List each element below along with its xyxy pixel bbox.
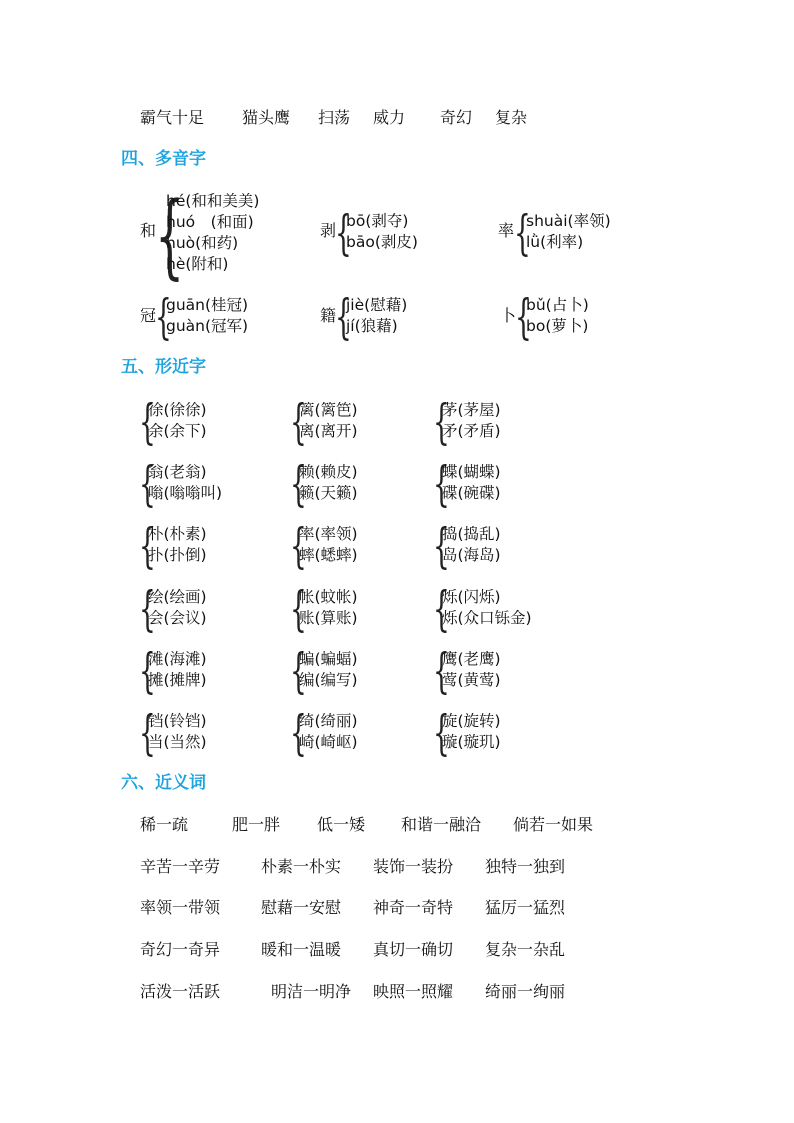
synonym-pair: 率领一带领 (140, 898, 221, 917)
word-item: 扫荡 (318, 108, 351, 127)
similar-char: 编(编写) (299, 671, 358, 689)
synonym-pair: 和谐一融洽 (401, 815, 482, 834)
similar-char: 离(离开) (299, 422, 358, 440)
synonym-pair: 活泼一活跃 (140, 982, 221, 1001)
similar-char: 绮(绮丽) (299, 712, 358, 730)
reading-list (526, 211, 611, 253)
similar-char: 矛(矛盾) (442, 422, 501, 440)
synonym-pair: 复杂一杂乱 (485, 940, 566, 959)
polyphone-char: 籍 (320, 306, 337, 325)
synonym-pair: 猛厉一猛烈 (485, 898, 566, 917)
similar-char: 朴(朴素) (148, 525, 207, 543)
similar-char: 岛(海岛) (442, 546, 501, 564)
similar-char: 余(余下) (148, 422, 207, 440)
synonym-pair: 真切一确切 (373, 940, 454, 959)
similar-char: 当(当然) (148, 733, 207, 751)
similar-char: 烁(闪烁) (442, 588, 501, 606)
similar-char: 捣(捣乱) (442, 525, 501, 543)
reading: jiè(慰藉) (346, 296, 408, 314)
section-heading-polyphonic: 四、多音字 (121, 149, 206, 169)
char-list (442, 400, 501, 442)
reading: guàn(冠军) (166, 317, 249, 335)
word-item: 复杂 (495, 108, 528, 127)
brace: { (290, 456, 307, 512)
similar-char: 摊(摊牌) (148, 671, 207, 689)
char-list (299, 649, 358, 691)
synonym-pair: 倘若一如果 (513, 815, 594, 834)
synonym-pair: 明洁一明净 (271, 982, 352, 1001)
similar-char: 赖(赖皮) (299, 463, 358, 481)
synonym-pair: 独特一独到 (485, 857, 566, 876)
similar-char: 鹰(老鹰) (442, 650, 501, 668)
brace: { (290, 705, 307, 761)
reading: bō(剥夺) (346, 212, 409, 230)
brace: { (433, 705, 450, 761)
reading-list (346, 211, 418, 253)
synonym-pair: 辛苦一辛劳 (140, 857, 221, 876)
brace: { (139, 581, 156, 637)
reading: bāo(剥皮) (346, 233, 418, 251)
reading-list (166, 295, 248, 337)
brace: { (139, 456, 156, 512)
similar-char: 嗡(嗡嗡叫) (148, 484, 223, 502)
brace: { (290, 394, 307, 450)
synonym-pair: 暖和一温暖 (261, 940, 342, 959)
char-list (299, 462, 358, 504)
brace: { (515, 289, 532, 345)
polyphone-char: 和 (140, 221, 157, 240)
brace: { (290, 518, 307, 574)
word-item: 霸气十足 (140, 108, 205, 127)
synonym-pair: 神奇一奇特 (373, 898, 454, 917)
reading: hè(附和) (166, 255, 229, 273)
char-list (299, 711, 358, 753)
polyphone-char: 剥 (320, 221, 337, 240)
similar-char: 篱(篱笆) (299, 401, 358, 419)
char-list (148, 524, 207, 566)
similar-char: 绘(绘画) (148, 588, 207, 606)
similar-char: 蝙(蝙蝠) (299, 650, 358, 668)
similar-char: 率(率领) (299, 525, 358, 543)
similar-char: 滩(海滩) (148, 650, 207, 668)
brace: { (514, 205, 531, 261)
reading: huò(和药) (166, 234, 239, 252)
similar-char: 茅(茅屋) (442, 401, 501, 419)
synonym-pair: 装饰一装扮 (373, 857, 454, 876)
brace: { (433, 394, 450, 450)
similar-char: 帐(蚊帐) (299, 588, 358, 606)
word-item: 奇幻 (440, 108, 473, 127)
synonym-pair: 肥一胖 (232, 815, 281, 834)
similar-char: 烁(众口铄金) (442, 609, 532, 627)
word-item: 猫头鹰 (242, 108, 291, 127)
char-list (299, 400, 358, 442)
char-list (148, 400, 207, 442)
reading: bǔ(占卜) (526, 296, 589, 314)
char-list (442, 711, 501, 753)
similar-char: 徐(徐徐) (148, 401, 207, 419)
brace: { (155, 289, 172, 345)
reading-list (166, 191, 259, 275)
similar-char: 璇(璇玑) (442, 733, 501, 751)
polyphone-char: 率 (498, 221, 515, 240)
synonym-pair: 朴素一朴实 (261, 857, 342, 876)
brace: { (433, 643, 450, 699)
similar-char: 账(算账) (299, 609, 358, 627)
brace: { (433, 518, 450, 574)
char-list (299, 587, 358, 629)
similar-char: 扑(扑倒) (148, 546, 207, 564)
reading: huó (和面) (166, 213, 254, 231)
brace: { (290, 581, 307, 637)
synonym-pair: 低一矮 (317, 815, 366, 834)
word-item: 威力 (373, 108, 406, 127)
similar-char: 蟀(蟋蟀) (299, 546, 358, 564)
synonym-pair: 慰藉一安慰 (261, 898, 342, 917)
polyphone-char: 冠 (140, 306, 157, 325)
brace: { (139, 705, 156, 761)
synonym-pair: 稀一疏 (140, 815, 189, 834)
brace: { (335, 205, 352, 261)
char-list (442, 587, 532, 629)
similar-char: 莺(黄莺) (442, 671, 501, 689)
reading-list (346, 295, 407, 337)
section-heading-synonyms: 六、近义词 (121, 773, 206, 793)
brace: { (335, 289, 352, 345)
brace: { (139, 518, 156, 574)
char-list (442, 462, 501, 504)
reading: guān(桂冠) (166, 296, 249, 314)
brace: { (155, 182, 185, 289)
reading: lǜ(利率) (526, 233, 584, 251)
char-list (442, 524, 501, 566)
reading: jí(狼藉) (346, 317, 398, 335)
similar-char: 翁(老翁) (148, 463, 207, 481)
reading-list (526, 295, 589, 337)
brace: { (290, 643, 307, 699)
brace: { (139, 394, 156, 450)
similar-char: 碟(碗碟) (442, 484, 501, 502)
char-list (299, 524, 358, 566)
reading: bo(萝卜) (526, 317, 589, 335)
char-list (148, 462, 222, 504)
similar-char: 崎(崎岖) (299, 733, 358, 751)
section-heading-similar-chars: 五、形近字 (121, 357, 206, 377)
brace: { (433, 456, 450, 512)
brace: { (433, 581, 450, 637)
similar-char: 蝶(蝴蝶) (442, 463, 501, 481)
synonym-pair: 奇幻一奇异 (140, 940, 221, 959)
synonym-pair: 绮丽一绚丽 (485, 982, 566, 1001)
char-list (148, 711, 207, 753)
polyphone-char: 卜 (500, 306, 517, 325)
char-list (148, 587, 207, 629)
brace: { (139, 643, 156, 699)
similar-char: 旋(旋转) (442, 712, 501, 730)
synonym-pair: 映照一照耀 (373, 982, 454, 1001)
similar-char: 会(会议) (148, 609, 207, 627)
char-list (148, 649, 207, 691)
reading: shuài(率领) (526, 212, 611, 230)
similar-char: 籁(天籁) (299, 484, 358, 502)
char-list (442, 649, 501, 691)
similar-char: 铛(铃铛) (148, 712, 207, 730)
reading: hé(和和美美) (166, 192, 260, 210)
